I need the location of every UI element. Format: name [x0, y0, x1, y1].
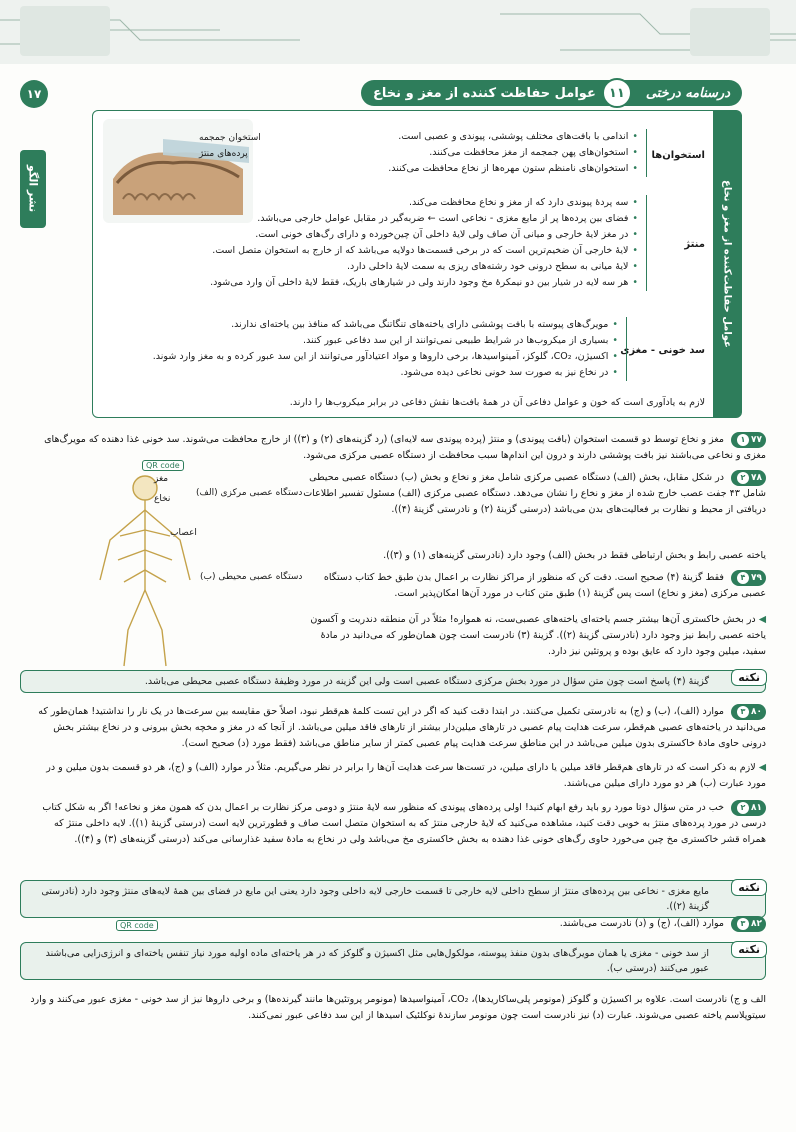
list-item: • اکسیژن، CO₂، گلوکز، آمینواسیدها، برخی داروها و مواد اعتیادآور می‌توانند از این سد عبور کرده و به مغز وارد شوند. [153, 349, 618, 365]
list-item: • مویرگ‌های پیوسته با بافت پوششی دارای یاخته‌های تنگاتنگ می‌باشد که منافذ بین یاخته‌ای ندارند. [153, 317, 618, 333]
group-name: منتژ [684, 239, 705, 250]
answer-80 [30, 704, 766, 752]
lesson-label: درسنامه درختی [645, 85, 730, 101]
question-tag: ۸۱ ۲ [731, 800, 766, 816]
circuit-decoration [0, 0, 796, 64]
question-tag: ۷۸ ۲ [731, 470, 766, 486]
label-meninges: پرده‌های منتژ [199, 149, 248, 159]
label-skull: استخوان جمجمه [199, 133, 261, 143]
answer-81 [30, 800, 766, 848]
group-blood-brain-barrier [99, 317, 705, 385]
group-meninges [99, 195, 705, 295]
list-item: • بسیاری از میکروب‌ها در شرایط طبیعی نمی‌توانند از این سد دفاعی عبور کنند. [153, 333, 618, 349]
note-tag: نکته [731, 669, 767, 686]
question-tag: ۸۰ ۳ [731, 704, 766, 720]
page-number: ۱۷ [20, 80, 48, 108]
group-items [388, 129, 647, 177]
label-nerves: اعصاب [170, 528, 197, 538]
note-box-3 [20, 942, 766, 980]
note-box-1 [20, 670, 766, 693]
lesson-title-bar [361, 80, 742, 106]
summary-final-note: لازم به یادآوری است که خون و عوامل دفاعی آن در همهٔ بافت‌ها نقش دفاعی در برابر میکروب‌ها را دارند. [289, 397, 705, 408]
answer-text: خب در متن سؤال دوتا مورد رو باید رفع ابهام کنید! اولی پرده‌های پیوندی که منظور سه لایهٔ منتژ و دومی مرکز نظارت بر اعمال بدن که همون مغز و نخاعه! اگر به شکل کتاب درسی در مورد پرده‌های منتژ به خوبی دقت کنید، مشاهده می‌کنید که لایهٔ خارجی منتژ که به استخوان متصل است صاف و قطورترین لایه است (درستی گزینهٔ (۱)). لایه داخلی منتژ که همراه قشر خاکستری مخ چین می‌خورد حاوی رگ‌های خونی غذا دهنده به بخش خاکستری مخ می‌باشد ولی در نخاع به مادهٔ سفید غذارسانی می‌کند (درستی گزینه‌های (۳) و (۴)). [42, 802, 766, 845]
list-item: • استخوان‌های پهن جمجمه از مغز محافظت می‌کنند. [388, 145, 638, 161]
answer-text: موارد (الف)، (ج) و (د) نادرست می‌باشند. [559, 918, 724, 929]
list-item: • لایهٔ خارجی آن ضخیم‌ترین است که در برخی قسمت‌ها دولایه می‌باشد که از خارج به استخوان متصل است. [210, 243, 638, 259]
lesson-title: عوامل حفاظت کننده از مغز و نخاع [373, 85, 596, 101]
qr-code-badge[interactable]: QR code [142, 460, 184, 471]
note-text: گزینهٔ (۴) پاسخ است چون متن سؤال در مورد بخش مرکزی دستگاه عصبی است ولی این گزینه در مورد وظیفهٔ دستگاه عصبی محیطی می‌باشد. [144, 676, 709, 687]
answer-80-extra: ◀ لازم به ذکر است که در تارهای هم‌قطر فاقد میلین یا دارای میلین، در تست‌ها سرعت هدایت آن‌ها را برابر در نظر می‌گیریم. مثلاً در موارد (الف) و (ج)، هر دو قسمت بدون میلین و در مورد عبارت (ب) هر دو مورد دارای میلین می‌باشند. [46, 762, 766, 789]
group-bones [99, 129, 705, 183]
list-item: • سه پردهٔ پیوندی دارد که از مغز و نخاع محافظت می‌کند. [210, 195, 638, 211]
summary-vertical-label: عوامل حفاظت‌کننده از مغز و نخاع [713, 111, 741, 417]
list-item: • در مغز لایهٔ خارجی و میانی آن صاف ولی لایهٔ داخلی آن چین‌خورده و دارای رگ‌های خونی است. [210, 227, 638, 243]
answer-text: در بخش خاکستری آن‌ها بیشتر جسم یاخته‌ای یاخته‌های عصبی‌ست، نه همواره! مثلاً در آن منطقه دندریت و آکسون یاخته عصبی رابط نیز وجود دارد (نادرستی گزینهٔ (۲)). گزینهٔ (۳) نادرست است چون همان‌طور که می‌دانید در مادهٔ سفید، میلین وجود دارد که عایق بوده و پروتئین نیز دارد. [310, 614, 766, 657]
note-text: از سد خونی - مغزی یا همان مویرگ‌های بدون منفذ پیوسته، مولکول‌هایی مثل اکسیژن و گلوکز که در هر یاخته‌ای ماده اولیه مورد نیاز تنفس یاخته‌ای و انرژی‌زایی می‌باشند عبور می‌کنند (درستی ب). [45, 948, 709, 974]
header-banner [0, 0, 796, 64]
label-cns: دستگاه عصبی مرکزی (الف) [196, 488, 303, 498]
tree-summary-box [92, 110, 742, 418]
answer-text: مغز و نخاع توسط دو قسمت استخوان (بافت پیوندی) و منتژ (پرده پیوندی سه لایه‌ای) (رد گزینه‌های (۲) و (۳)) از خارج محافظت می‌شوند. سد خونی غذا دهنده که مویرگ‌های مغزی و نخاعی می‌باشند نیز بافت پوششی دارند و درون این اندام‌ها سبب محافظت از دستگاه عصبی مرکزی می‌شود. [44, 434, 766, 461]
answer-text: لازم به ذکر است که در تارهای هم‌قطر فاقد میلین یا دارای میلین، در تست‌ها سرعت هدایت آن‌ها را برابر در نظر می‌گیریم. مثلاً در موارد (الف) و (ج)، هر دو قسمت بدون میلین و در مورد عبارت (ب) هر دو مورد دارای میلین می‌باشند. [46, 762, 766, 789]
answer-text: در شکل مقابل، بخش (الف) دستگاه عصبی مرکزی شامل مغز و نخاع و بخش (ب) دستگاه عصبی محیطی شامل ۴۳ جفت عصب خارج شده از مغز و نخاع را نشان می‌دهد. دستگاه عصبی مرکزی (الف) مسئول تفسیر اطلاعات دریافتی از محیط و نظارت بر فعالیت‌های بدن می‌باشد (درستی گزینهٔ (۲) و نادرستی گزینهٔ (۴)). [303, 472, 766, 515]
answer-text: فقط گزینهٔ (۴) صحیح است. دقت کن که منظور از مراکز نظارت بر اعمال بدن طبق خط کتاب دستگاه عصبی مرکزی (مغز و نخاع) است پس گزینهٔ (۱) طبق متن کتاب در مورد آن‌ها امکان‌پذیر است. [323, 572, 766, 599]
list-item: • اندامی با بافت‌های مختلف پوششی، پیوندی و عصبی است. [388, 129, 638, 145]
list-item: • در نخاع نیز به صورت سد خونی نخاعی دیده می‌شود. [153, 365, 618, 381]
group-items [153, 317, 627, 381]
side-tab: نشر الگو [20, 150, 46, 228]
answer-78 [300, 470, 766, 518]
question-tag: ۷۷ ۱ [731, 432, 766, 448]
list-item: • هر سه لایه در شیار بین دو نیمکرهٔ مخ وجود دارند ولی در شیارهای باریک، فقط لایهٔ داخلی آن وارد می‌شود. [210, 275, 638, 291]
note-tag: نکته [731, 879, 767, 896]
note-tag: نکته [731, 941, 767, 958]
group-items [210, 195, 647, 291]
answer-77 [30, 432, 766, 464]
answer-text: موارد (الف)، (ب) و (ج) به نادرستی تکمیل می‌کنند. در ابتدا دقت کنید که اگر در این تست کلمهٔ هم‌قطر نبود، اصلاً حق مقایسه بین سرعت‌ها در یک نار را نداشتید! همان‌طور که می‌دانید در یاخته‌های عصبی هم‌قطر، سرعت هدایت پیام عصبی در تارهای میلین‌دار بیشتر از تارهای فاقد میلین می‌باشد. از آنجا که در مغز و مخچه بخش بیرونی و در نخاع بیشتر بخش درونی حاوی مادهٔ خاکستری بدون میلین می‌باشد در این مناطق سرعت هدایت پیام عصبی کمتر از سایر مناطق می‌باشد (فقط مورد (د) صحیح است). [38, 706, 766, 749]
group-name: سد خونی - مغزی [620, 345, 705, 356]
answer-79 [300, 570, 766, 602]
note-box-2 [20, 880, 766, 918]
list-item: • لایهٔ میانی به سطح درونی خود رشته‌های ریزی به سمت لایهٔ داخلی دارد. [210, 259, 638, 275]
nervous-system-figure [90, 470, 200, 670]
lesson-number: ۱۱ [602, 78, 632, 108]
note-text: مایع مغزی - نخاعی بین پرده‌های منتژ از سطح داخلی لایه خارجی تا قسمت خارجی لایه داخلی وجود دارد یعنی این مایع در فضای بین همهٔ لایه‌های منتژ وجود دارد (نادرستی گزینهٔ (۲)). [41, 886, 709, 912]
paragraph-text: الف و ج) نادرست است. علاوه بر اکسیژن و گلوکز (مونومر پلی‌ساکاریدها)، CO₂، آمینواسیدها (مونومر پروتئین‌ها مانند گیرنده‌ها) و برخی داروها نیز از سد خونی - مغزی عبور می‌کنند و وارد سیتوپلاسم یاخته عصبی می‌شوند. عبارت (د) نیز نادرست است چون مونومر سازندهٔ نوکلئیک اسیدها از این سد دفاعی عبور نمی‌کنند. [30, 994, 766, 1021]
question-tag: ۸۲ ۳ [731, 916, 766, 932]
label-brain: مغز [154, 474, 169, 484]
answer-79-extra: ◀ در بخش خاکستری آن‌ها بیشتر جسم یاخته‌ای یاخته‌های عصبی‌ست، نه همواره! مثلاً در آن منطقه دندریت و آکسون یاخته عصبی رابط نیز وجود دارد (نادرستی گزینهٔ (۲)). گزینهٔ (۳) نادرست است چون همان‌طور که می‌دانید در مادهٔ سفید، میلین وجود دارد که عایق بوده و پروتئین نیز دارد. [310, 614, 766, 657]
human-nervous-system-illustration [90, 470, 200, 670]
answer-78-extra [300, 548, 766, 564]
final-paragraph [30, 992, 766, 1024]
list-item: • استخوان‌های نامنظم ستون مهره‌ها از نخاع محافظت می‌کنند. [388, 161, 638, 177]
answer-text: یاخته عصبی رابط و بخش ارتباطی فقط در بخش (الف) وجود دارد (نادرستی گزینه‌های (۱) و (۳)). [383, 550, 766, 561]
qr-code-badge[interactable]: QR code [116, 920, 158, 931]
label-pns: دستگاه عصبی محیطی (ب) [200, 572, 303, 582]
question-tag: ۷۹ ۴ [731, 570, 766, 586]
label-spinal-cord: نخاع [154, 494, 171, 504]
group-name: استخوان‌ها [651, 150, 705, 161]
list-item: • فضای بین پرده‌ها پر از مایع مغزی - نخاعی است ← ضربه‌گیر در مقابل عوامل خارجی می‌باشد. [210, 211, 638, 227]
